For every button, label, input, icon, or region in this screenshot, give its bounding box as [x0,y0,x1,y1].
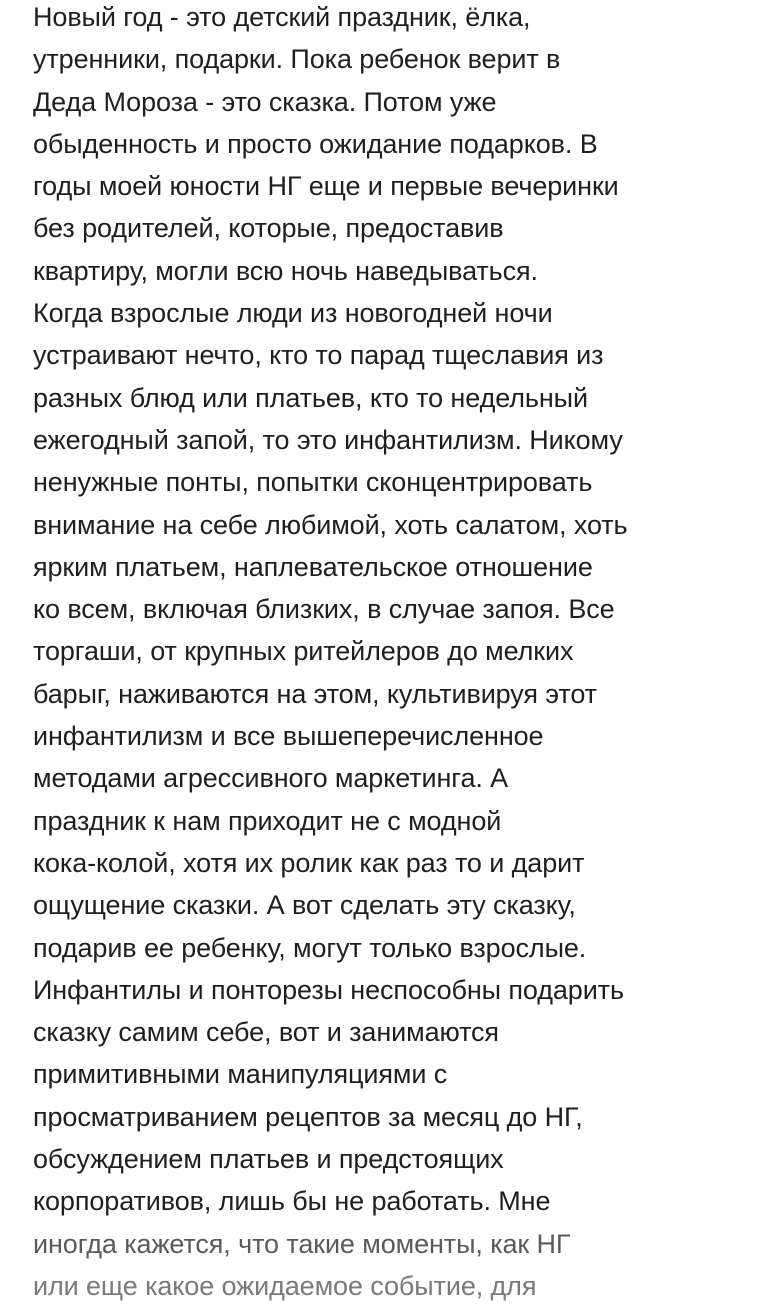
text-line-7: квартиру, могли всю ночь наведываться. [33,255,538,286]
text-line-16: торгаши, от крупных ритейлеров до мелких [33,636,574,667]
text-line-24: Инфантилы и понторезы неспособны подарить [33,974,624,1005]
text-line-5: годы моей юности НГ еще и первые вечеринки [33,171,619,202]
text-line-22: ощущение сказки. А вот сделать эту сказку, [33,890,576,921]
post-text [33,0,763,1307]
text-line-9: устраивают нечто, кто то парад тщеславия из [33,340,604,371]
text-line-6: без родителей, которые, предоставив [33,213,504,244]
text-line-20: праздник к нам приходит не с модной [33,805,502,836]
text-line-17: барыг, наживаются на этом, культивируя этот [33,678,597,709]
text-line-26: примитивными манипуляциями с [33,1059,448,1090]
text-line-10: разных блюд или платьев, кто то недельный [33,382,588,413]
text-line-18: инфантилизм и все вышеперечисленное [33,721,544,752]
text-line-4: обыденность и просто ожидание подарков. В [33,128,598,159]
text-line-29: корпоративов, лишь бы не работать. Мне [33,1186,551,1217]
text-line-31: или еще какое ожидаемое событие, для [33,1270,537,1301]
text-line-30: иногда кажется, что такие моменты, как НГ [33,1228,571,1259]
text-line-11: ежегодный запой, то это инфантилизм. Никому [33,424,623,455]
text-line-1: Новый год - это детский праздник, ёлка, [33,2,531,32]
text-line-12: ненужные понты, попытки сконцентрировать [33,467,593,498]
text-line-25: сказку самим себе, вот и занимаются [33,1017,499,1048]
text-line-2: утренники, подарки. Пока ребенок верит в [33,44,561,75]
text-line-3: Деда Мороза - это сказка. Потом уже [33,86,497,117]
text-line-15: ко всем, включая близких, в случае запоя. Все [33,594,615,625]
text-line-28: обсуждением платьев и предстоящих [33,1144,504,1175]
text-line-27: просматриванием рецептов за месяц до НГ, [33,1101,583,1132]
text-line-13: внимание на себе любимой, хоть салатом, хоть [33,509,628,540]
text-line-8: Когда взрослые люди из новогодней ночи [33,298,553,329]
text-line-14: ярким платьем, наплевательское отношение [33,551,593,582]
text-line-23: подарив ее ребенку, могут только взрослые. [33,932,587,963]
text-line-21: кока-колой, хотя их ролик как раз то и дарит [33,847,585,878]
text-line-19: методами агрессивного маркетинга. А [33,763,509,794]
